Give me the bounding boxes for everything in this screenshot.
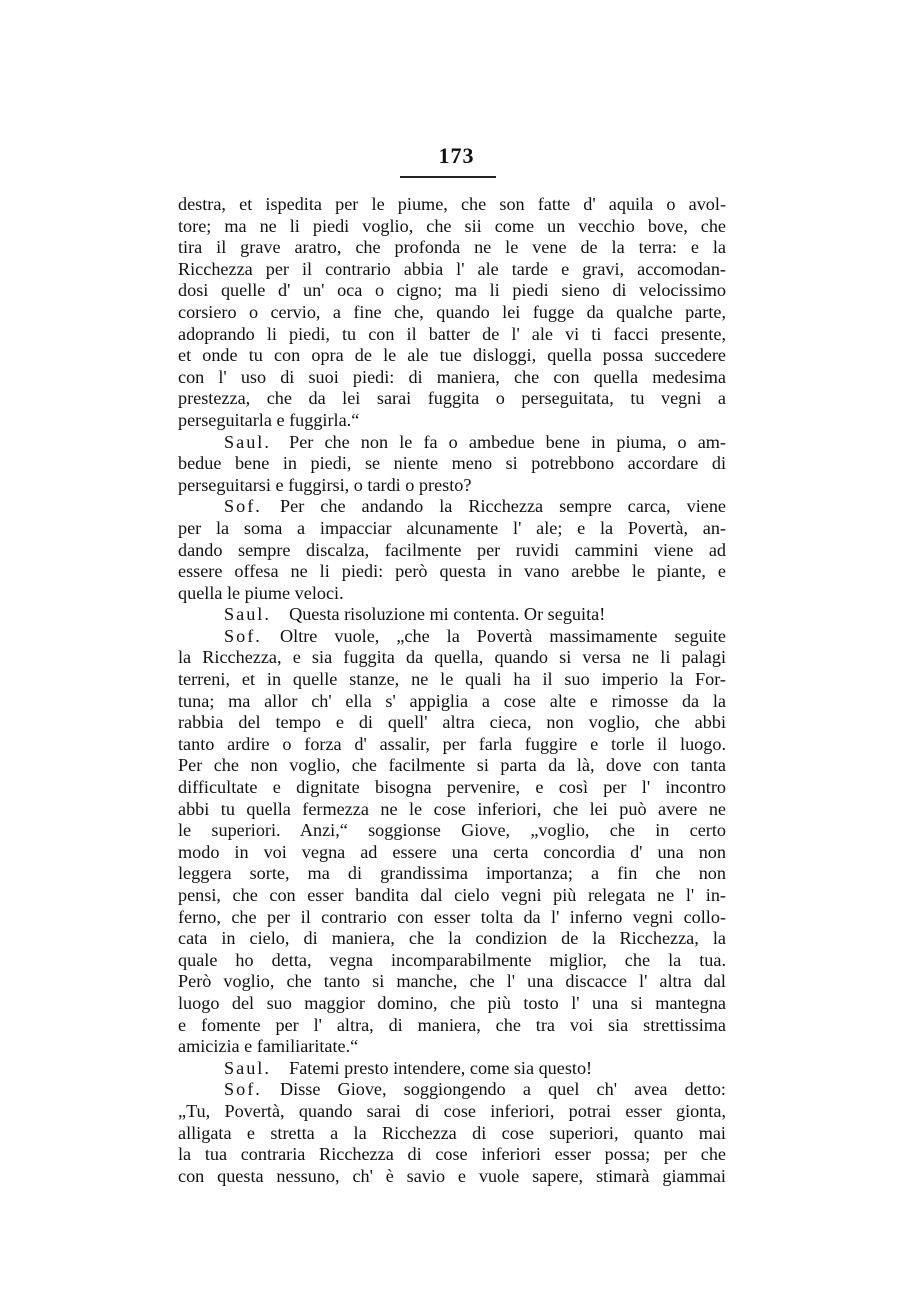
line-text: tore; ma ne li piedi voglio, che sii come un vecchio bove, che <box>178 215 726 236</box>
text-line <box>178 280 726 302</box>
line-text: perseguitarsi e fuggirsi, o tardi o presto? <box>178 474 472 495</box>
line-text: difficultate e dignitate bisogna pervenire, e così per l' incontro <box>178 777 726 798</box>
line-text: alligata e stretta a la Ricchezza di cose superiori, quanto mai <box>178 1122 726 1143</box>
line-text: rabbia del tempo e di quell' altra cieca, non voglio, che abbi <box>178 712 726 733</box>
text-line <box>178 1123 726 1145</box>
speaker-label: Saul. <box>224 1057 271 1078</box>
text-line <box>178 820 726 842</box>
line-text: leggera sorte, ma di grandissima importanza; a fin che non <box>178 863 726 884</box>
line-text: ferno, che per il contrario con esser tolta da l' inferno vegni collo- <box>178 906 726 927</box>
text-line <box>178 734 726 756</box>
line-text: cata in cielo, di maniera, che la condizion de la Ricchezza, la <box>178 928 726 949</box>
line-text: quella le piume veloci. <box>178 582 344 603</box>
line-text: prestezza, che da lei sarai fuggita o perseguitata, tu vegni a <box>178 388 726 409</box>
line-text: la Ricchezza, e sia fuggita da quella, quando si versa ne li palagi <box>178 647 726 668</box>
text-line <box>178 367 726 389</box>
text-line <box>178 755 726 777</box>
text-line <box>178 842 726 864</box>
text-line <box>178 518 726 540</box>
text-line <box>178 669 726 691</box>
line-text: con l' uso di suoi piedi: di maniera, che con quella medesima <box>178 366 726 387</box>
speaker-label: Sof. <box>224 625 262 646</box>
line-text: „Tu, Povertà, quando sarai di cose inferiori, potrai esser gionta, <box>178 1100 726 1121</box>
line-text: Però voglio, che tanto si manche, che l' una discacce l' altra dal <box>178 971 726 992</box>
text-line <box>178 971 726 993</box>
speaker-label: Sof. <box>224 1079 262 1100</box>
line-text: Questa risoluzione mi contenta. Or seguita! <box>289 604 606 625</box>
text-line <box>178 237 726 259</box>
text-line <box>178 475 726 497</box>
text-line <box>178 993 726 1015</box>
text-line <box>178 410 726 432</box>
line-text: perseguitarla e fuggirla.“ <box>178 409 360 430</box>
line-text: Disse Giove, soggiongendo a quel ch' avea detto: <box>280 1079 726 1100</box>
line-text: abbi tu quella fermezza ne le cose inferiori, che lei può avere ne <box>178 798 726 819</box>
line-text: Per che andando la Ricchezza sempre carca, viene <box>280 496 726 517</box>
line-text: tuna; ma allor ch' ella s' appiglia a cose alte e rimosse da la <box>178 690 726 711</box>
text-line <box>178 561 726 583</box>
text-line <box>178 604 726 626</box>
line-text: modo in voi vegna ad essere una certa concordia d' una non <box>178 841 726 862</box>
text-line <box>178 1101 726 1123</box>
line-text: dosi quelle d' un' oca o cigno; ma li piedi sieno di velocissimo <box>178 280 726 301</box>
line-text: destra, et ispedita per le piume, che son fatte d' aquila o avol- <box>178 194 726 214</box>
text-line <box>178 928 726 950</box>
line-text: bedue bene in piedi, se niente meno si potrebbono accordare di <box>178 453 726 474</box>
text-line <box>178 1079 726 1101</box>
line-text: Fatemi presto intendere, come sia questo! <box>289 1057 593 1078</box>
line-text: pensi, che con esser bandita dal cielo vegni più relegata ne l' in- <box>178 885 726 905</box>
text-line <box>178 1036 726 1058</box>
line-text: le superiori. Anzi,“ soggionse Giove, „voglio, che in certo <box>178 820 726 841</box>
text-line <box>178 194 726 216</box>
speaker-label: Sof. <box>224 496 262 517</box>
text-line <box>178 1166 726 1188</box>
line-text: Oltre vuole, „che la Povertà massimamente seguite <box>280 625 726 646</box>
line-text: e fomente per l' altra, di maniera, che tra voi sia strettissima <box>178 1014 726 1035</box>
text-line <box>178 1144 726 1166</box>
line-text: adoprando li piedi, tu con il batter de l' ale vi ti facci presente, <box>178 323 726 344</box>
text-line <box>178 1015 726 1037</box>
line-text: dando sempre discalza, facilmente per ruvidi cammini viene ad <box>178 539 726 560</box>
line-text: corsiero o cervio, a fine che, quando lei fugge da qualche parte, <box>178 301 726 322</box>
text-line <box>178 626 726 648</box>
line-text: tanto ardire o forza d' assalir, per farla fuggire e torle il luogo. <box>178 733 726 754</box>
text-line <box>178 453 726 475</box>
line-text: Ricchezza per il contrario abbia l' ale tarde e gravi, accomodan- <box>178 258 726 279</box>
text-line <box>178 691 726 713</box>
text-line <box>178 324 726 346</box>
text-line <box>178 216 726 238</box>
page-number: 173 <box>438 143 475 168</box>
speaker-label: Saul. <box>224 604 271 625</box>
line-text: et onde tu con opra de le ale tue disloggi, quella possa succedere <box>178 345 726 366</box>
text-line <box>178 259 726 281</box>
line-text: terreni, et in quelle stanze, ne le quali ha il suo imperio la For- <box>178 669 726 690</box>
text-line <box>178 583 726 605</box>
line-text: con questa nessuno, ch' è savio e vuole sapere, stimarà giammai <box>178 1165 726 1186</box>
text-line <box>178 777 726 799</box>
text-line <box>178 712 726 734</box>
text-line <box>178 345 726 367</box>
text-line <box>178 863 726 885</box>
line-text: quale ho detta, vegna incomparabilmente miglior, che la tua. <box>178 949 726 970</box>
text-line <box>178 647 726 669</box>
line-text: tira il grave aratro, che profonda ne le vene de la terra: e la <box>178 237 726 258</box>
speaker-label: Saul. <box>224 431 271 452</box>
line-text: Per che non voglio, che facilmente si parta da là, dove con tanta <box>178 755 726 776</box>
text-line <box>178 907 726 929</box>
text-line <box>178 950 726 972</box>
line-text: per la soma a impacciar alcunamente l' ale; e la Povertà, an- <box>178 517 726 538</box>
text-line <box>178 302 726 324</box>
text-line <box>178 496 726 518</box>
header-rule <box>400 176 496 178</box>
line-text: Per che non le fa o ambedue bene in piuma, o am- <box>289 431 726 452</box>
line-text: luogo del suo maggior domino, che più tosto l' una si mantegna <box>178 992 726 1013</box>
text-line <box>178 799 726 821</box>
line-text: essere offesa ne li piedi: però questa in vano arebbe le piante, e <box>178 561 726 582</box>
text-line <box>178 388 726 410</box>
line-text: la tua contraria Ricchezza di cose inferiori esser possa; per che <box>178 1144 726 1165</box>
text-line <box>178 432 726 454</box>
text-line <box>178 1058 726 1080</box>
text-line <box>178 540 726 562</box>
body-text <box>178 194 726 1187</box>
text-line <box>178 885 726 907</box>
line-text: amicizia e familiaritate.“ <box>178 1036 359 1057</box>
